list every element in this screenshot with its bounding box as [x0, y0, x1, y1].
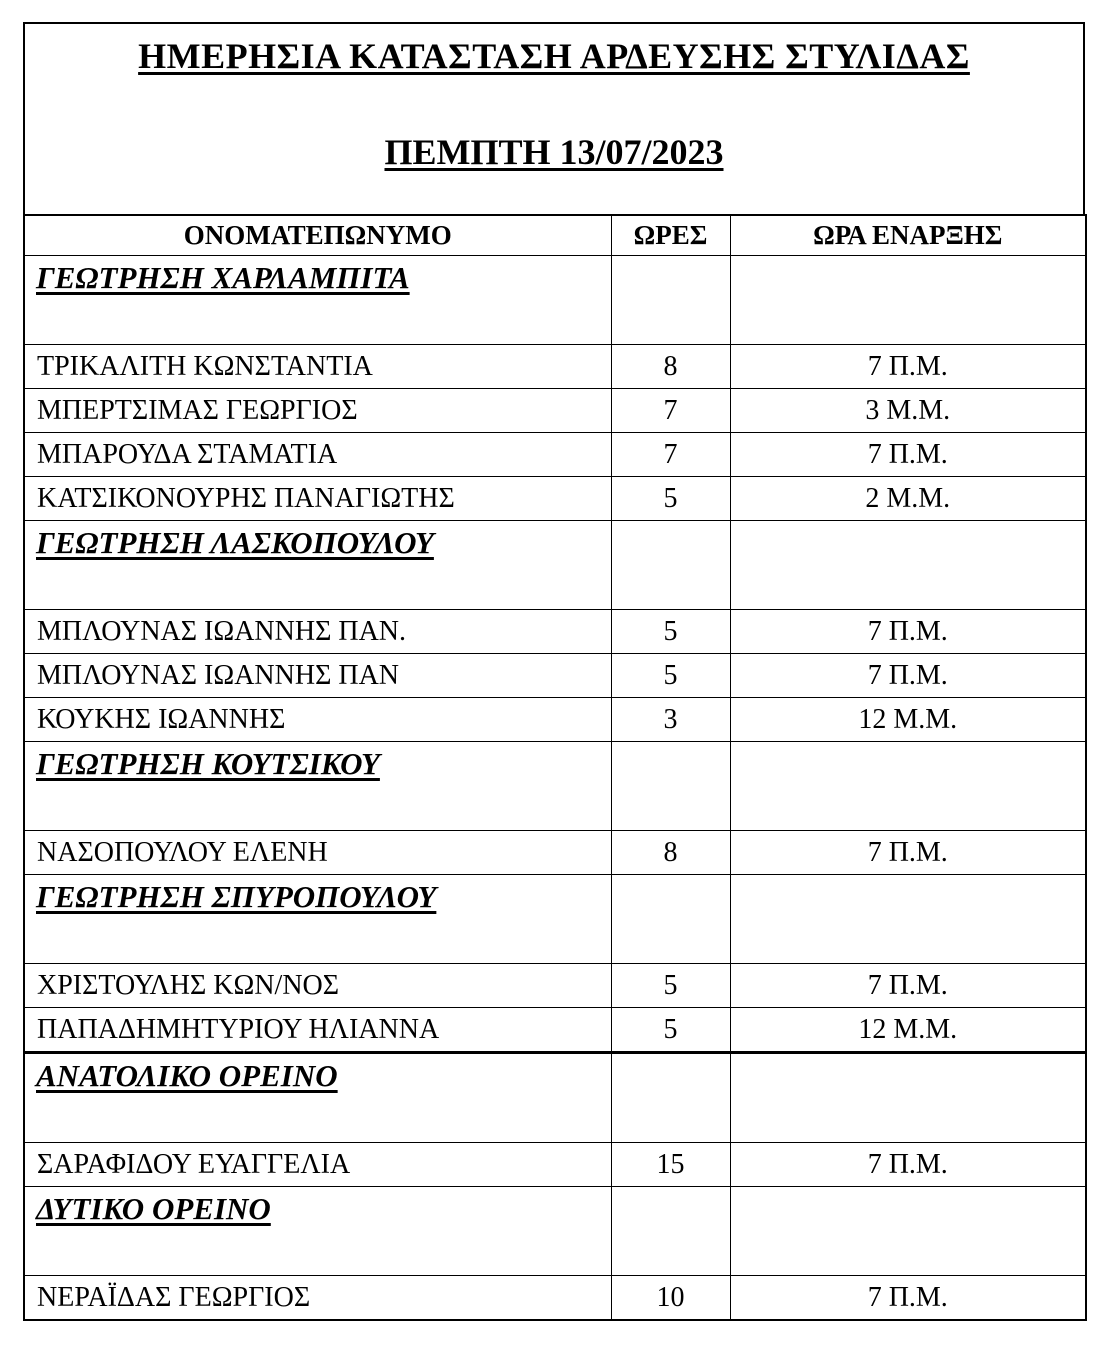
document-title: ΗΜΕΡΗΣΙΑ ΚΑΤΑΣΤΑΣΗ ΑΡΔΕΥΣΗΣ ΣΤΥΛΙΔΑΣ: [138, 36, 970, 76]
section-start-empty: [730, 1187, 1086, 1276]
person-name: ΠΑΠΑΔΗΜΗΤΥΡΙΟΥ ΗΛΙΑΝΝΑ: [24, 1008, 611, 1053]
hours-value: 5: [611, 1008, 730, 1053]
person-name: ΚΟΥΚΗΣ ΙΩΑΝΝΗΣ: [24, 698, 611, 742]
start-time: 2 Μ.Μ.: [730, 477, 1086, 521]
section-row: [24, 875, 1086, 964]
start-time: 7 Π.Μ.: [730, 610, 1086, 654]
section-start-empty: [730, 1053, 1086, 1143]
table-row: [24, 433, 1086, 477]
table-row: [24, 1276, 1086, 1321]
document-date: ΠΕΜΠΤΗ 13/07/2023: [384, 132, 724, 172]
start-time: 7 Π.Μ.: [730, 1276, 1086, 1321]
table-row: [24, 831, 1086, 875]
start-time: 12 Μ.Μ.: [730, 1008, 1086, 1053]
start-time: 7 Π.Μ.: [730, 1143, 1086, 1187]
start-time: 7 Π.Μ.: [730, 964, 1086, 1008]
section-start-empty: [730, 742, 1086, 831]
table-row: [24, 345, 1086, 389]
section-hours-empty: [611, 521, 730, 610]
hours-value: 7: [611, 433, 730, 477]
person-name: ΧΡΙΣΤΟΥΛΗΣ ΚΩΝ/ΝΟΣ: [24, 964, 611, 1008]
section-hours-empty: [611, 1187, 730, 1276]
table-row: [24, 1143, 1086, 1187]
start-time: 7 Π.Μ.: [730, 345, 1086, 389]
person-name: ΤΡΙΚΑΛΙΤΗ ΚΩΝΣΤΑΝΤΙΑ: [24, 345, 611, 389]
section-start-empty: [730, 521, 1086, 610]
table-row: [24, 654, 1086, 698]
section-row: [24, 521, 1086, 610]
irrigation-table: [23, 214, 1087, 1321]
section-row: [24, 256, 1086, 345]
start-time: 12 Μ.Μ.: [730, 698, 1086, 742]
person-name: ΝΑΣΟΠΟΥΛΟΥ ΕΛΕΝΗ: [24, 831, 611, 875]
hours-value: 8: [611, 831, 730, 875]
table-body: [24, 256, 1086, 1321]
hours-value: 10: [611, 1276, 730, 1321]
hours-value: 5: [611, 477, 730, 521]
table-row: [24, 698, 1086, 742]
start-time: 7 Π.Μ.: [730, 654, 1086, 698]
section-name: ΓΕΩΤΡΗΣΗ ΛΑΣΚΟΠΟΥΛΟΥ: [24, 521, 611, 610]
section-start-empty: [730, 875, 1086, 964]
hours-value: 15: [611, 1143, 730, 1187]
header-start-time: ΩΡΑ ΕΝΑΡΞΗΣ: [730, 215, 1086, 256]
table-row: [24, 964, 1086, 1008]
header-row: [24, 215, 1086, 256]
section-name: ΓΕΩΤΡΗΣΗ ΧΑΡΛΑΜΠΙΤΑ: [24, 256, 611, 345]
title-box: [23, 22, 1085, 214]
start-time: 7 Π.Μ.: [730, 831, 1086, 875]
irrigation-report: [23, 22, 1085, 1321]
start-time: 3 Μ.Μ.: [730, 389, 1086, 433]
table-row: [24, 1008, 1086, 1053]
section-hours-empty: [611, 875, 730, 964]
table-row: [24, 610, 1086, 654]
person-name: ΚΑΤΣΙΚΟΝΟΥΡΗΣ ΠΑΝΑΓΙΩΤΗΣ: [24, 477, 611, 521]
header-name: ΟΝΟΜΑΤΕΠΩΝΥΜΟ: [24, 215, 611, 256]
section-name: ΑΝΑΤΟΛΙΚΟ ΟΡΕΙΝΟ: [24, 1053, 611, 1143]
person-name: ΜΠΛΟΥΝΑΣ ΙΩΑΝΝΗΣ ΠΑΝ.: [24, 610, 611, 654]
person-name: ΣΑΡΑΦΙΔΟΥ ΕΥΑΓΓΕΛΙΑ: [24, 1143, 611, 1187]
section-name: ΓΕΩΤΡΗΣΗ ΚΟΥΤΣΙΚΟΥ: [24, 742, 611, 831]
section-row: [24, 1187, 1086, 1276]
hours-value: 7: [611, 389, 730, 433]
person-name: ΜΠΛΟΥΝΑΣ ΙΩΑΝΝΗΣ ΠΑΝ: [24, 654, 611, 698]
hours-value: 5: [611, 610, 730, 654]
hours-value: 5: [611, 654, 730, 698]
table-row: [24, 477, 1086, 521]
section-row: [24, 742, 1086, 831]
hours-value: 8: [611, 345, 730, 389]
section-hours-empty: [611, 742, 730, 831]
section-hours-empty: [611, 256, 730, 345]
person-name: ΜΠΕΡΤΣΙΜΑΣ ΓΕΩΡΓΙΟΣ: [24, 389, 611, 433]
person-name: ΜΠΑΡΟΥΔΑ ΣΤΑΜΑΤΙΑ: [24, 433, 611, 477]
header-hours: ΩΡΕΣ: [611, 215, 730, 256]
person-name: ΝΕΡΑΪΔΑΣ ΓΕΩΡΓΙΟΣ: [24, 1276, 611, 1321]
start-time: 7 Π.Μ.: [730, 433, 1086, 477]
section-row: [24, 1053, 1086, 1143]
hours-value: 5: [611, 964, 730, 1008]
section-name: ΔΥΤΙΚΟ ΟΡΕΙΝΟ: [24, 1187, 611, 1276]
section-hours-empty: [611, 1053, 730, 1143]
table-row: [24, 389, 1086, 433]
hours-value: 3: [611, 698, 730, 742]
section-name: ΓΕΩΤΡΗΣΗ ΣΠΥΡΟΠΟΥΛΟΥ: [24, 875, 611, 964]
section-start-empty: [730, 256, 1086, 345]
